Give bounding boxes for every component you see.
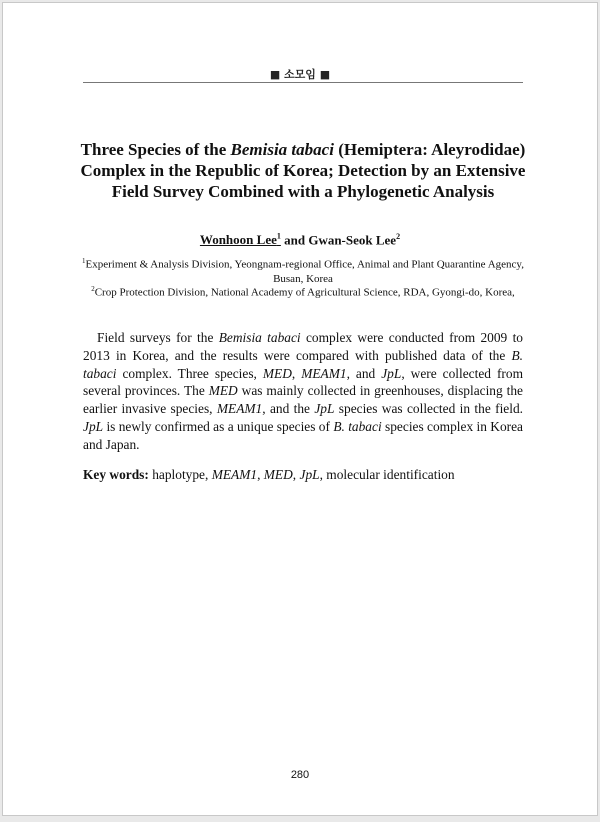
title-species: Bemisia tabaci [230,140,334,159]
abstract-italic: MEAM1 [301,365,347,381]
abstract-italic: B. tabaci [333,418,382,434]
abstract-text: complex were conducted from 2009 to 2013 in Korea, and the results were compared with published data of the [83,330,523,363]
affiliation-1-sup: 1 [82,257,86,265]
title-part1: Three Species of the [80,140,231,159]
keyword-italic: MED [263,467,293,482]
keyword-italic: MEAM1 [211,467,258,482]
abstract-text: species was collected in the field. [334,401,523,417]
author-2-name: Gwan-Seok Lee [308,232,397,248]
affiliation-1 [73,254,533,286]
affiliation-2 [73,282,533,300]
keyword-text: , molecular identification [319,467,455,482]
abstract-text: Field surveys for the [97,330,219,345]
author-1 [200,232,281,247]
author-connector: and [280,232,309,248]
abstract-text: , [291,365,302,381]
keywords [83,466,523,483]
abstract-text: is newly confirmed as a unique species of [103,418,334,434]
abstract-text: complex. Three species, [116,365,263,381]
abstract-italic: MEAM1 [216,401,263,417]
keyword-text: , [292,467,300,482]
abstract [83,329,523,454]
abstract-italic: JpL [381,365,402,381]
document-page [2,2,598,816]
abstract-text: was mainly collected in greenhouses, displacing the earlier invasive species, [83,383,523,417]
abstract-italic: B. tabaci [83,347,523,381]
abstract-italic: JpL [83,418,104,434]
abstract-text: , and [346,365,382,381]
keyword-text: , [257,467,264,482]
paper-title [63,139,543,202]
abstract-text: , and the [262,401,315,417]
affiliation-2-sup: 2 [91,285,95,293]
affiliation-2-text: Crop Protection Division, National Academy of Agricultural Science, RDA, Gyongi-do, Korea, [94,286,515,299]
page-number: 280 [290,769,310,781]
author-2-sup: 2 [396,232,401,241]
abstract-text: species complex in Korea and Japan. [83,418,523,452]
keyword-text: haplotype, [148,467,212,482]
abstract-italic: MED [208,383,238,399]
abstract-italic: Bemisia tabaci [218,330,301,345]
abstract-italic: JpL [314,401,335,417]
affiliation-1-text: Experiment & Analysis Division, Yeongnam-regional Office, Animal and Plant Quarantine Agency, Busan, Korea [85,258,524,285]
author-line [3,232,597,248]
author-1-sup: 1 [276,232,281,241]
abstract-italic: MED [262,365,292,381]
abstract-text: , were collected from several provinces. The [83,365,523,399]
section-header: ■ 소모임 ■ [269,68,331,81]
header-divider [83,82,523,83]
title-part2: (Hemiptera: Aleyrodidae) Complex in the Republic of Korea; Detection by an Extensive Field Survey Combined with a Phylogenetic Analysis [80,140,526,201]
author-1-name: Wonhoon Lee [199,232,277,248]
keyword-italic: JpL [299,467,320,482]
keywords-label: Key words: [83,467,149,482]
